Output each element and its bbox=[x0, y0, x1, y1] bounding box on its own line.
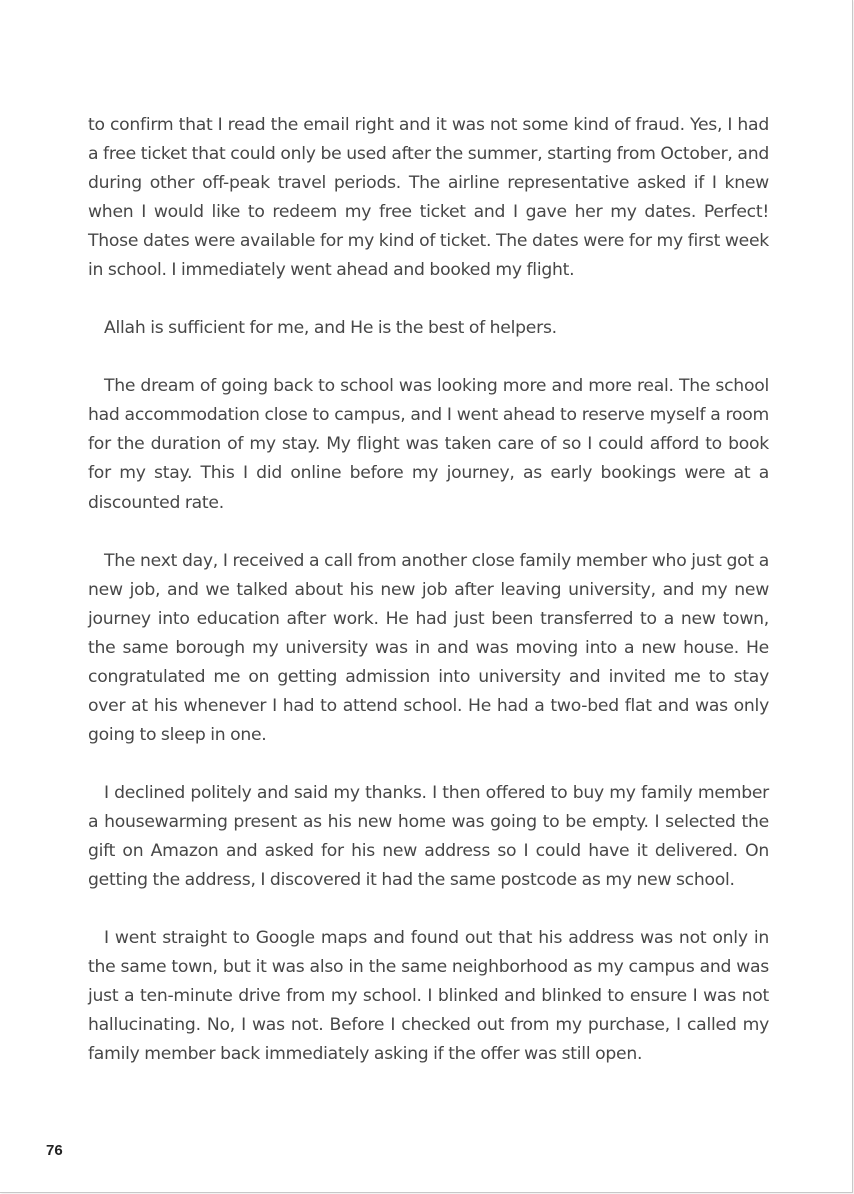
paragraph-2: Allah is sufficient for me, and He is the best of helpers. bbox=[104, 318, 557, 339]
paragraph-6: I went straight to Google maps and found out that his address was not only in the same town, but it was also in the same neighborhood as my campus and was just a ten-minute drive from my school. I blinked and blinked to ensure I was not hallucinating. No, I was not. Before I checked out from my purchase, I called my family member back immediately asking if the offer was still open. bbox=[88, 928, 769, 1065]
page-number: 76 bbox=[46, 1142, 63, 1159]
body-text bbox=[88, 111, 769, 1098]
paragraph-4: The next day, I received a call from another close family member who just got a new job, and we talked about his new job after leaving university, and my new journey into education after work. He had just been transferred to a new town, the same borough my university was in and was moving into a new house. He congratulated me on getting admission into university and invited me to stay over at his whenever I had to attend school. He had a two-bed flat and was only going to sleep in one. bbox=[88, 550, 769, 745]
paragraph-3: The dream of going back to school was looking more and more real. The school had accommodation close to campus, and I went ahead to reserve myself a room for the duration of my stay. My flight was taken care of so I could afford to book for my stay. This I did online before my journey, as early bookings were at a discounted rate. bbox=[88, 376, 769, 513]
paragraph-5: I declined politely and said my thanks. I then offered to buy my family member a housewarming present as his new home was going to be empty. I selected the gift on Amazon and asked for his new address so I could have it delivered. On getting the address, I discovered it had the same postcode as my new school. bbox=[88, 782, 769, 891]
paragraph-1: to confirm that I read the email right and it was not some kind of fraud. Yes, I had a free ticket that could only be used after the summer, starting from October, and during other off-peak travel periods. The airline representative asked if I knew when I would like to redeem my free ticket and I gave her my dates. Perfect! Those dates were available for my kind of ticket. The dates were for my first week in school. I immediately went ahead and booked my flight. bbox=[88, 115, 769, 281]
